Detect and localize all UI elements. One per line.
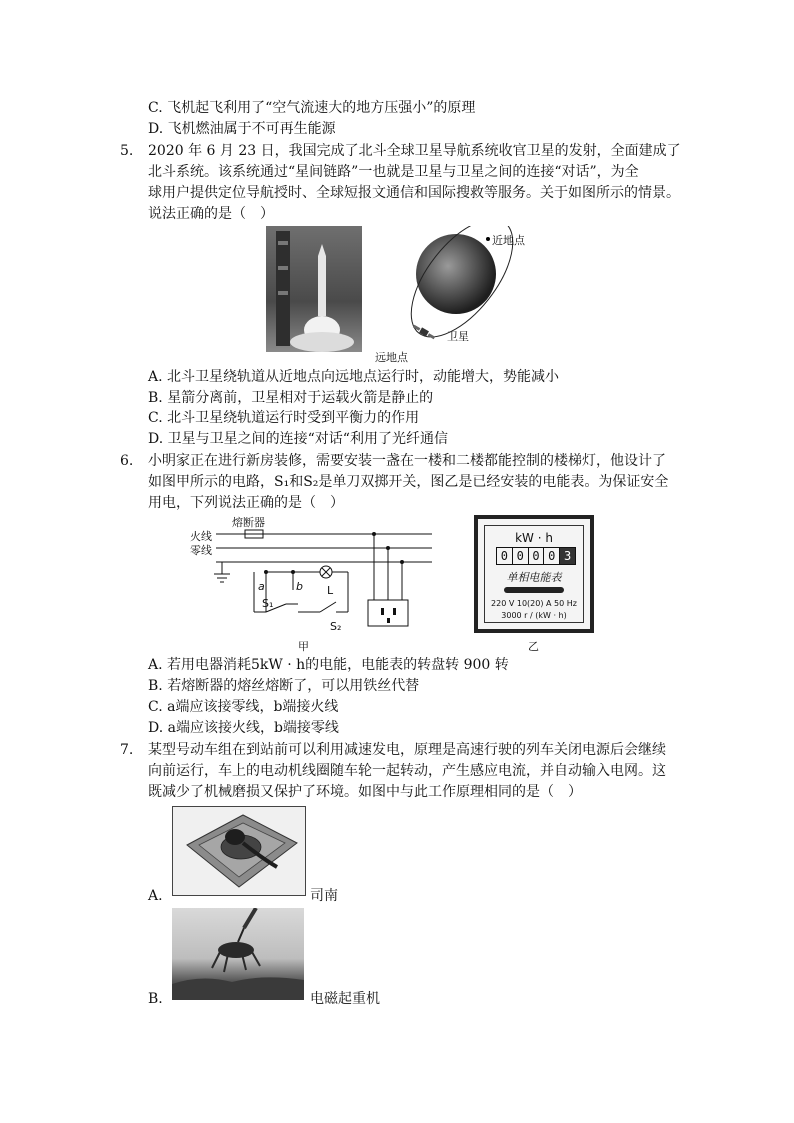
meter-digit: 0 <box>544 548 560 564</box>
q5-option-a: A. 北斗卫星绕轨道从近地点向远地点运行时，动能增大，势能减小 <box>148 369 560 385</box>
apogee-label: 远地点 <box>375 351 408 364</box>
q7-option-a-caption: 司南 <box>310 888 338 904</box>
q7-stem-line: 既减少了机械磨损又保护了环境。如图中与此工作原理相同的是（ ） <box>148 784 582 800</box>
fuse-label: 熔断器 <box>232 516 265 529</box>
q7-option-a-letter: A. <box>148 888 163 904</box>
perigee-label: 近地点 <box>492 234 525 247</box>
switch-s1-label: S₁ <box>262 597 274 610</box>
meter-digit-box <box>496 547 576 565</box>
q6-option-d: D. a端应该接火线，b端接零线 <box>148 720 339 736</box>
satellite-label: 卫星 <box>447 330 469 343</box>
q7-number: 7. <box>120 742 134 758</box>
sinan-compass-photo <box>172 806 306 896</box>
q7-stem-line: 向前运行，车上的电动机线圈随车轮一起转动，产生感应电流，并自动输入电网。这 <box>148 763 666 779</box>
terminal-a-label: a <box>258 580 265 593</box>
q6-stem-line: 如图甲所示的电路，S₁和S₂是单刀双掷开关，图乙是已经安装的电能表。为保证安全 <box>148 474 669 490</box>
q6-option-c: C. a端应该接零线，b端接火线 <box>148 699 339 715</box>
terminal-b-label: b <box>296 580 303 593</box>
q5-option-b: B. 星箭分离前，卫星相对于运载火箭是静止的 <box>148 390 434 406</box>
meter-name: 单相电能表 <box>506 571 562 584</box>
electricity-meter <box>474 515 594 633</box>
rocket-launch-photo <box>266 226 362 352</box>
circuit-caption: 甲 <box>298 640 309 653</box>
switch-s2-label: S₂ <box>330 620 342 633</box>
q7-option-b-caption: 电磁起重机 <box>310 991 380 1007</box>
q5-stem-line: 说法正确的是（ ） <box>148 206 274 222</box>
q7-option-b-letter: B. <box>148 991 163 1007</box>
live-wire-label: 火线 <box>190 530 212 543</box>
q5-number: 5. <box>120 143 134 159</box>
q5-stem-line: 2020 年 6 月 23 日，我国完成了北斗全球卫星导航系统收官卫星的发射，全面建成了 <box>148 143 681 159</box>
lamp-label: L <box>327 584 334 597</box>
q4-option-d: D. 飞机燃油属于不可再生能源 <box>148 121 336 137</box>
q5-option-d: D. 卫星与卫星之间的连接“对话“利用了光纤通信 <box>148 431 448 447</box>
meter-digit: 0 <box>497 548 513 564</box>
q7-stem-line: 某型号动车组在到站前可以利用减速发电，原理是高速行驶的列车关闭电源后会继续 <box>148 742 666 758</box>
circuit-diagram <box>188 512 438 652</box>
meter-digit: 0 <box>513 548 529 564</box>
q5-option-c: C. 北斗卫星绕轨道运行时受到平衡力的作用 <box>148 410 420 426</box>
q6-number: 6. <box>120 453 134 469</box>
electromagnetic-crane-photo <box>172 908 304 1000</box>
q6-option-b: B. 若熔断器的熔丝熔断了，可以用铁丝代替 <box>148 678 420 694</box>
q6-stem-line: 用电，下列说法正确的是（ ） <box>148 495 344 511</box>
meter-rotor-icon <box>504 587 564 593</box>
q5-stem-line: 北斗系统。该系统通过“星间链路”一也就是卫星与卫星之间的连接“对话”，为全 <box>148 164 639 180</box>
q6-option-a: A. 若用电器消耗5kW · h的电能，电能表的转盘转 900 转 <box>148 657 509 673</box>
meter-spec-constant: 3000 r / (kW · h) <box>501 611 567 620</box>
meter-digit: 0 <box>529 548 545 564</box>
meter-digit-decimal: 3 <box>560 548 575 564</box>
q4-option-c: C. 飞机起飞利用了“空气流速大的地方压强小”的原理 <box>148 100 476 116</box>
meter-caption: 乙 <box>528 640 539 653</box>
neutral-wire-label: 零线 <box>190 544 212 557</box>
meter-unit: kW · h <box>515 531 553 545</box>
q5-stem-line: 球用户提供定位导航授时、全球短报文通信和国际搜救等服务。关于如图所示的情景。 <box>148 185 680 201</box>
q6-stem-line: 小明家正在进行新房装修，需要安装一盏在一楼和二楼都能控制的楼梯灯，他设计了 <box>148 453 666 469</box>
meter-spec-rating: 220 V 10(20) A 50 Hz <box>491 599 577 608</box>
